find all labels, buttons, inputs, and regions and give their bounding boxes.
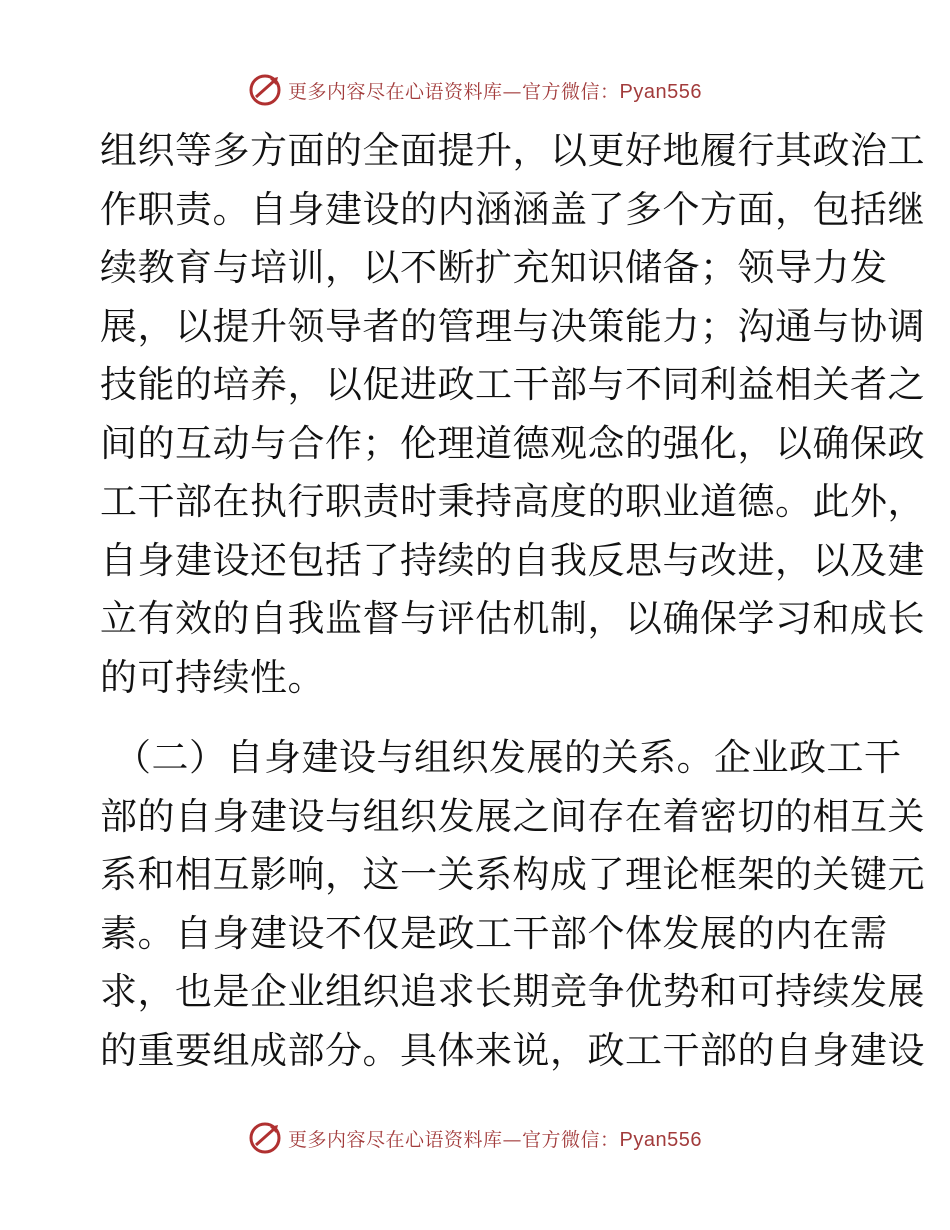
text-line: 续教育与培训，以不断扩充知识储备；领导力发 — [100, 246, 888, 289]
header-contact-label: 官方微信： — [522, 80, 620, 103]
text-line: 求，也是企业组织追求长期竞争优势和可持续发展 — [100, 970, 925, 1013]
header-contact-id: Pyan556 — [619, 80, 702, 103]
text-line: 系和相互影响，这一关系构成了理论框架的关键元 — [100, 853, 925, 896]
text-line: 的可持续性。 — [100, 655, 325, 699]
text-line: 立有效的自我监督与评估机制，以确保学习和成长 — [100, 597, 925, 640]
text-line: 工干部在执行职责时秉持高度的职业道德。此外， — [100, 480, 925, 523]
paragraph-1 — [100, 122, 925, 707]
footer-banner — [0, 1118, 950, 1158]
text-line: 作职责。自身建设的内涵涵盖了多个方面，包括继 — [100, 187, 925, 231]
header-banner-text — [288, 77, 702, 104]
text-line: 素。自身建设不仅是政工干部个体发展的内在需 — [100, 911, 888, 955]
footer-dash: — — [502, 1128, 523, 1151]
section-heading-line: （二）自身建设与组织发展的关系。企业政工干 — [114, 736, 902, 779]
text-line: 部的自身建设与组织发展之间存在着密切的相互关 — [100, 794, 925, 838]
footer-library-name: 更多内容尽在心语资料库 — [288, 1128, 503, 1151]
text-line: 间的互动与合作；伦理道德观念的强化，以确保政 — [100, 421, 925, 465]
text-line: 自身建设还包括了持续的自我反思与改进，以及建 — [100, 538, 925, 582]
logo-icon — [248, 73, 282, 107]
text-line: 组织等多方面的全面提升，以更好地履行其政治工 — [100, 129, 925, 172]
footer-contact-label: 官方微信： — [522, 1128, 620, 1151]
header-banner — [0, 70, 950, 110]
header-dash: — — [502, 80, 523, 103]
text-line: 展，以提升领导者的管理与决策能力；沟通与协调 — [100, 304, 925, 348]
logo-icon — [248, 1121, 282, 1155]
text-line: 技能的培养，以促进政工干部与不同利益相关者之 — [100, 363, 925, 406]
footer-contact-id: Pyan556 — [619, 1128, 702, 1151]
document-body — [100, 122, 925, 1080]
footer-banner-text — [288, 1125, 702, 1152]
paragraph-spacer — [100, 707, 860, 729]
text-line: 的重要组成部分。具体来说，政工干部的自身建设 — [100, 1028, 925, 1072]
paragraph-2 — [100, 729, 925, 1080]
header-library-name: 更多内容尽在心语资料库 — [288, 80, 503, 103]
